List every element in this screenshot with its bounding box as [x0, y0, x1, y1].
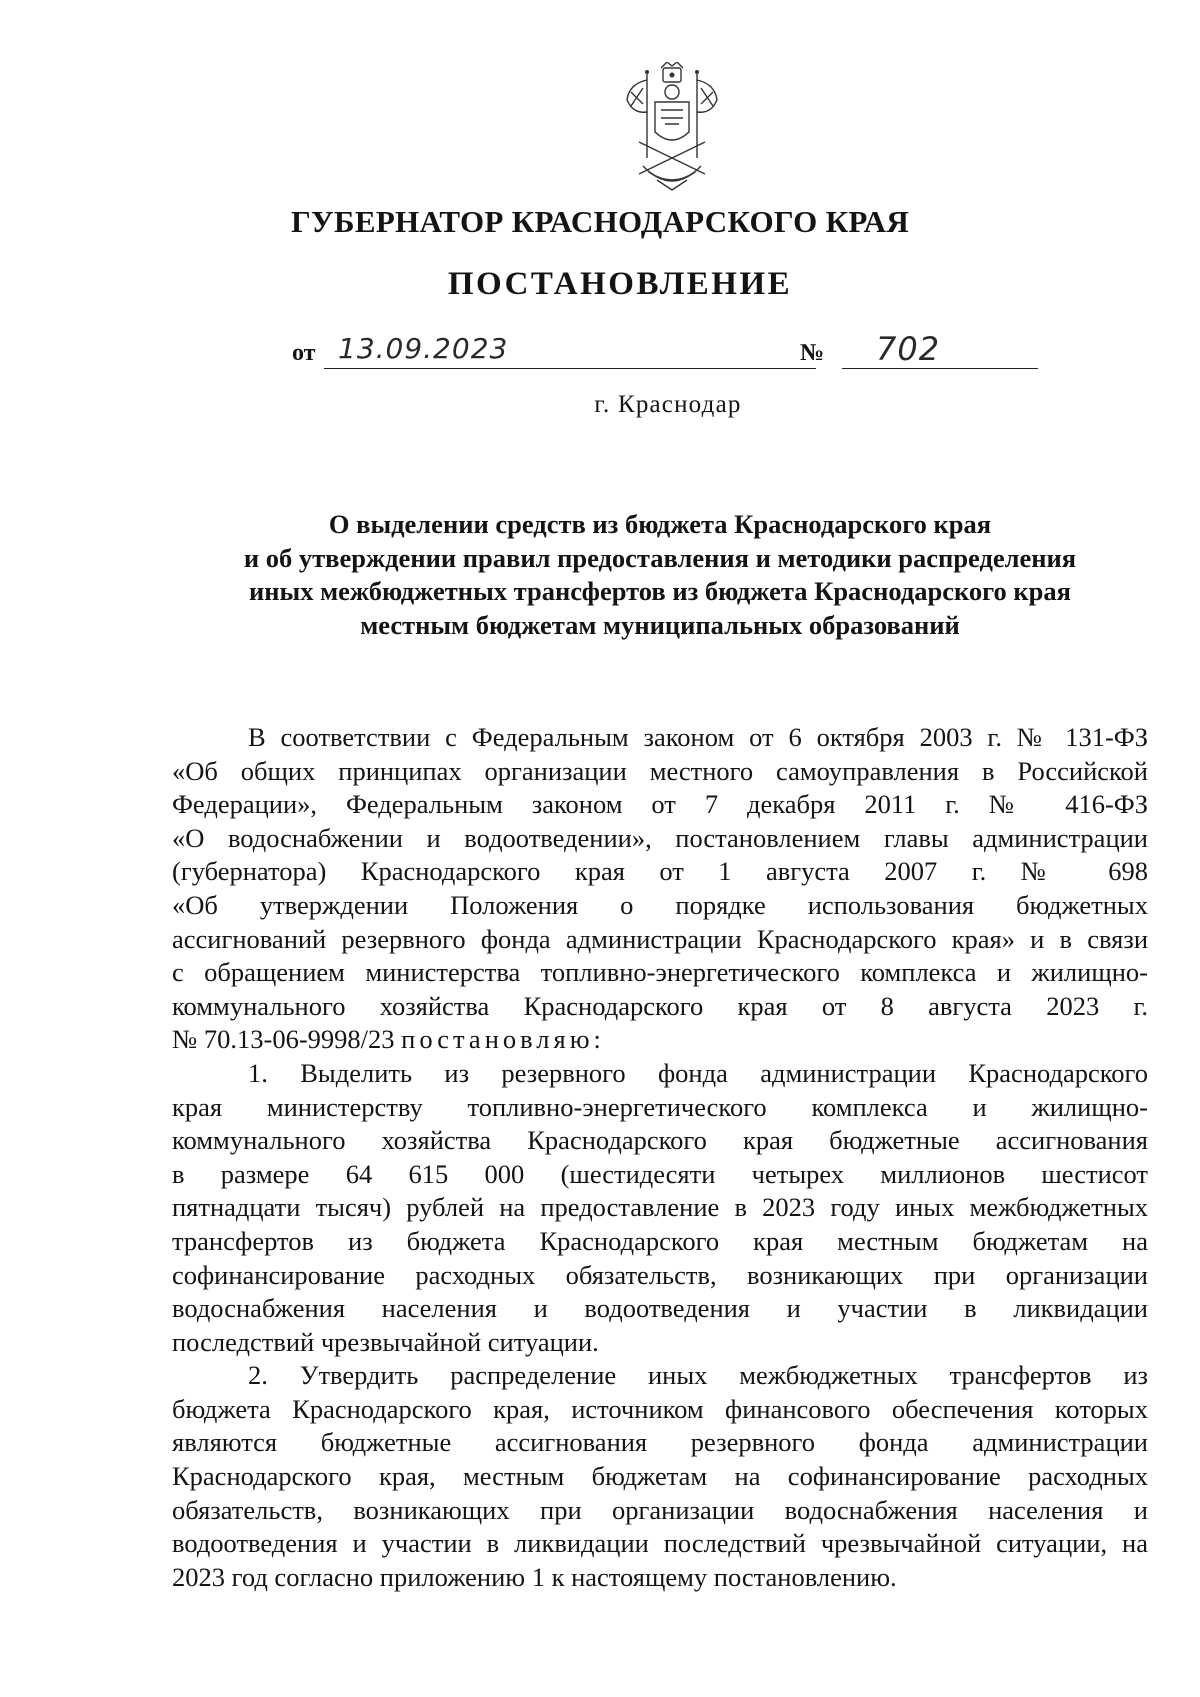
text-line: В соответствии с Федеральным законом от 6 октября 2003 г. № 131-ФЗ [248, 722, 1148, 752]
title-line: иных межбюджетных трансфертов из бюджета Краснодарского края [248, 576, 1071, 606]
text-line: бюджета Краснодарского края, источником финансового обеспечения которых [172, 1393, 1148, 1424]
title-line: О выделении средств из бюджета Краснодарского края [328, 509, 992, 539]
title-line: местным бюджетам муниципальных образований [360, 609, 960, 640]
document-type: ПОСТАНОВЛЕНИЕ [447, 266, 793, 302]
reference-number: № 70.13-06-9998/23 [172, 1024, 395, 1055]
text-line: пятнадцати тысяч) рублей на предоставление в 2023 году иных межбюджетных [172, 1192, 1148, 1223]
text-line: в размере 64 615 000 (шестидесяти четырех миллионов шестисот [172, 1158, 1148, 1189]
text-line: «Об общих принципах организации местного самоуправления в Российской [172, 755, 1148, 786]
number-underline [842, 368, 1038, 369]
text-line: края министерству топливно-энергетического комплекса и жилищно- [172, 1091, 1148, 1122]
date-value-handwritten: 13.09.2023 [338, 332, 509, 365]
text-line: трансфертов из бюджета Краснодарского края местным бюджетам на [172, 1225, 1148, 1256]
issuing-authority: ГУБЕРНАТОР КРАСНОДАРСКОГО КРАЯ [290, 204, 910, 239]
number-value-handwritten: 702 [876, 330, 941, 368]
text-line: ассигнований резервного фонда администрации Краснодарского края» и в связи [172, 923, 1148, 954]
text-line: (губернатора) Краснодарского края от 1 августа 2007 г. № 698 [172, 856, 1148, 887]
number-prefix: № [800, 340, 825, 366]
decree-word: постановляю: [401, 1024, 605, 1055]
text-line: «Об утверждении Положения о порядке использования бюджетных [172, 889, 1148, 920]
preamble-paragraph [172, 721, 1148, 1057]
text-line: софинансирование расходных обязательств, возникающих при организации [172, 1259, 1148, 1290]
text-line [172, 1023, 1148, 1057]
item-2-paragraph [172, 1359, 1148, 1594]
text-line: обязательств, возникающих при организации водоснабжения населения и [172, 1494, 1148, 1525]
text-line: 1. Выделить из резервного фонда администрации Краснодарского [248, 1057, 1148, 1088]
coat-of-arms-emblem [617, 62, 727, 194]
text-line: коммунального хозяйства Краснодарского края от 8 августа 2023 г. [172, 990, 1148, 1021]
text-line: «О водоснабжении и водоотведении», постановлением главы администрации [172, 822, 1148, 853]
document-body [172, 721, 1148, 1594]
text-line: 2. Утвердить распределение иных межбюджетных трансфертов из [248, 1360, 1148, 1391]
text-line: Федерации», Федеральным законом от 7 декабря 2011 г. № 416-ФЗ [172, 789, 1148, 820]
text-line: Краснодарского края, местным бюджетам на софинансирование расходных [172, 1461, 1148, 1492]
document-title [170, 508, 1150, 642]
text-line: коммунального хозяйства Краснодарского края бюджетные ассигнования [172, 1125, 1148, 1156]
title-line: и об утверждении правил предоставления и методики распределения [243, 542, 1077, 573]
text-line: водоотведения и участии в ликвидации последствий чрезвычайной ситуации, на [172, 1528, 1148, 1559]
text-line: водоснабжения населения и водоотведения и участии в ликвидации [172, 1293, 1148, 1324]
date-underline [324, 368, 816, 369]
city: г. Краснодар [594, 391, 742, 418]
text-line: 2023 год согласно приложению 1 к настоящему постановлению. [172, 1561, 897, 1592]
item-1-paragraph [172, 1057, 1148, 1359]
text-line: последствий чрезвычайной ситуации. [172, 1326, 599, 1357]
date-prefix: от [292, 340, 316, 366]
text-line: с обращением министерства топливно-энергетического комплекса и жилищно- [172, 957, 1148, 988]
text-line: являются бюджетные ассигнования резервного фонда администрации [172, 1427, 1148, 1458]
